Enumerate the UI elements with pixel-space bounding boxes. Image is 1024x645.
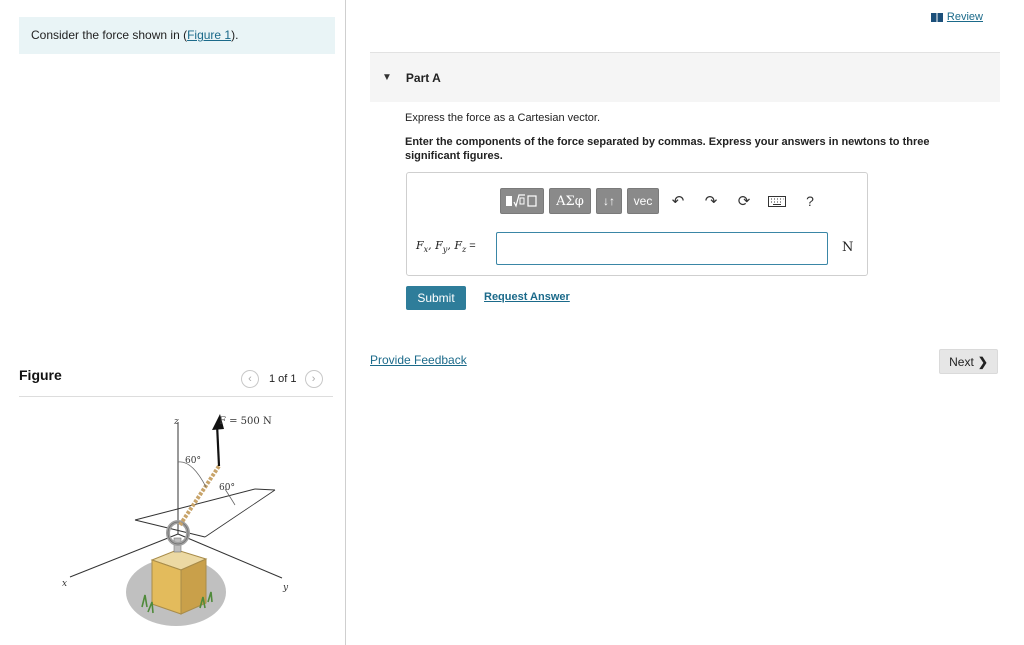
- angle-label-1: 60°: [185, 456, 201, 466]
- x-label: x: [62, 579, 68, 589]
- z-label: z: [174, 417, 179, 427]
- redo-icon[interactable]: ↷: [704, 193, 718, 210]
- figure-rule: [19, 396, 333, 397]
- reset-icon[interactable]: ⟳: [737, 193, 751, 210]
- force-vector: [217, 424, 219, 466]
- vec-button[interactable]: vec: [627, 188, 659, 214]
- instructions-text: Enter the components of the force separated by commas. Express your answers in newtons to three significant figures.: [405, 136, 930, 162]
- column-divider: [345, 0, 346, 645]
- intro-text-end: ).: [231, 28, 239, 42]
- part-label: Part A: [405, 70, 441, 85]
- chevron-left-icon[interactable]: ‹: [241, 370, 259, 388]
- chevron-right-icon: ❯: [977, 354, 988, 369]
- review-link[interactable]: [931, 11, 983, 23]
- submit-button[interactable]: Submit: [406, 286, 466, 310]
- answer-label: $F_x$, $F_y$, $F_z$ =: [416, 239, 476, 255]
- template-sqrt-icon: [505, 193, 539, 209]
- keyboard-glyph: [768, 196, 786, 207]
- force-diagram: [30, 402, 320, 638]
- rope: [180, 466, 219, 525]
- request-answer-link[interactable]: Request Answer: [484, 291, 570, 303]
- greek-button[interactable]: ΑΣφ: [549, 188, 591, 214]
- force-label: F = 500 N: [219, 416, 272, 427]
- intro-text: Consider the force shown in (: [31, 28, 188, 42]
- template-button[interactable]: [500, 188, 544, 214]
- next-label: Next: [949, 354, 974, 369]
- book-icon: [931, 13, 943, 22]
- figure-title: Figure: [19, 367, 62, 383]
- angle-label-2: 60°: [219, 483, 235, 493]
- figure-pager: [241, 369, 323, 389]
- problem-intro: [19, 17, 335, 54]
- math-toolbar: [500, 188, 829, 214]
- y-label: y: [283, 583, 289, 593]
- unit-label: N: [842, 240, 854, 255]
- next-button[interactable]: [939, 349, 998, 374]
- part-a-header[interactable]: [370, 53, 1000, 102]
- provide-feedback-link[interactable]: Provide Feedback: [370, 353, 467, 367]
- chevron-right-icon[interactable]: ›: [305, 370, 323, 388]
- answer-input[interactable]: [496, 232, 828, 265]
- subsup-button[interactable]: ↓↑: [596, 188, 622, 214]
- caret-down-icon[interactable]: ▼: [382, 72, 392, 83]
- review-label[interactable]: Review: [946, 11, 983, 23]
- figure-link[interactable]: Figure 1: [187, 28, 232, 42]
- help-button[interactable]: ?: [806, 193, 814, 209]
- undo-icon[interactable]: ↶: [671, 193, 685, 210]
- keyboard-icon[interactable]: [763, 188, 791, 214]
- pager-text: 1 of 1: [269, 373, 297, 385]
- question-text: Express the force as a Cartesian vector.: [405, 112, 601, 124]
